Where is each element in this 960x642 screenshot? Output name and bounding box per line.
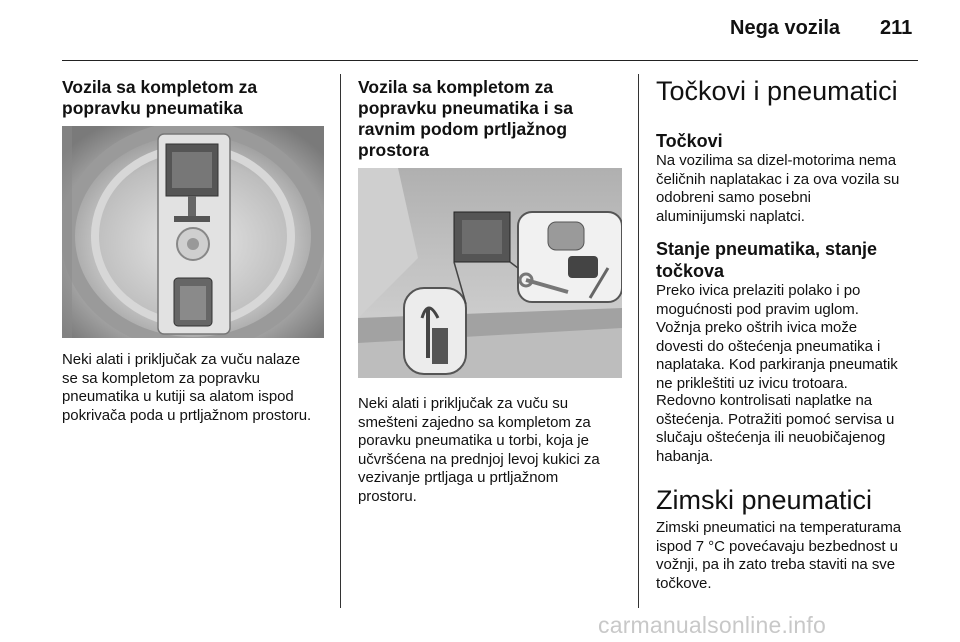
luggage-compartment-photo bbox=[358, 168, 622, 378]
chapter-title-winter-tyres: Zimski pneumatici bbox=[656, 485, 873, 515]
heading-line: točkova bbox=[656, 261, 725, 281]
text-line: habanja. bbox=[656, 447, 714, 465]
caption-line: smešteni zajedno sa kompletom za bbox=[358, 413, 591, 431]
heading-line: prostora bbox=[358, 140, 429, 160]
watermark: carmanualsonline.info bbox=[598, 612, 826, 638]
caption-line: pneumatika u kutiji sa alatom ispod bbox=[62, 388, 294, 405]
caption-line: poravku pneumatika u torbi, koja je bbox=[358, 432, 589, 449]
caption-line: učvršćena na prednjoj levoj kukici za bbox=[358, 450, 600, 468]
column-2-caption bbox=[358, 395, 630, 506]
caption-line: pokrivača poda u prtljažnom prostoru. bbox=[62, 406, 312, 424]
heading-line: ravnim podom prtljažnog bbox=[358, 119, 568, 139]
heading-line: popravku pneumatika i sa bbox=[358, 98, 573, 118]
text-line: čeličnih naplatakac i za ova vozila su bbox=[656, 170, 900, 188]
text-line: slučaju oštećenja ili neuobičajenog bbox=[656, 429, 886, 446]
text-line: vožnji, pa ih zato treba staviti na sve bbox=[656, 556, 896, 573]
column-1-caption bbox=[62, 351, 334, 425]
caption-line: Neki alati i priključak za vuču su bbox=[358, 395, 569, 412]
text-line: odobreni samo posebni bbox=[656, 189, 811, 206]
page-number: 211 bbox=[880, 17, 913, 39]
text-line: Preko ivica prelaziti polako i po bbox=[656, 282, 861, 299]
column-1 bbox=[62, 77, 334, 119]
running-header-title: Nega vozila bbox=[730, 17, 841, 39]
section-wheels bbox=[656, 130, 926, 226]
heading-line: Vozila sa kompletom za bbox=[358, 77, 554, 97]
text-line: točkove. bbox=[656, 574, 712, 592]
spare-wheel-well-illustration bbox=[62, 126, 324, 338]
chapter-title-wheels-tyres: Točkovi i pneumatici bbox=[656, 76, 898, 106]
heading-wheels: Točkovi bbox=[656, 131, 723, 151]
luggage-compartment-illustration bbox=[358, 168, 622, 378]
text-line: mogućnosti pod pravim uglom. bbox=[656, 300, 859, 318]
section-heading-repair-kit bbox=[62, 77, 334, 119]
text-line: naplataka. Kod parkiranja pneumatik bbox=[656, 356, 898, 373]
text-line: ispod 7 °C povećavaju bezbednost u bbox=[656, 537, 898, 555]
text-rim-check bbox=[656, 392, 926, 466]
heading-tyre-condition bbox=[656, 238, 926, 282]
caption-line: Neki alati i priključak za vuču nalaze bbox=[62, 351, 301, 368]
text-line: Vožnja preko oštrih ivica može bbox=[656, 319, 858, 336]
header-rule bbox=[62, 60, 918, 61]
heading-line: Vozila sa kompletom za bbox=[62, 77, 258, 97]
section-heading-flat-floor bbox=[358, 77, 630, 161]
section-rim-check bbox=[656, 392, 926, 466]
caption-repair-kit bbox=[62, 351, 334, 425]
column-divider-2 bbox=[638, 74, 639, 608]
text-line: Zimski pneumatici na temperaturama bbox=[656, 519, 902, 536]
text-line: Redovno kontrolisati naplatke na bbox=[656, 392, 873, 409]
heading-line: Stanje pneumatika, stanje bbox=[656, 239, 878, 259]
caption-flat-floor bbox=[358, 395, 630, 506]
caption-line: vezivanje prtljaga u prtljažnom bbox=[358, 469, 559, 486]
spare-wheel-well-photo bbox=[62, 126, 324, 338]
text-line: oštećenja. Potražiti pomoć servisa u bbox=[656, 410, 895, 428]
text-tyre-condition bbox=[656, 282, 926, 393]
column-divider-1 bbox=[340, 74, 341, 608]
text-line: Na vozilima sa dizel-motorima nema bbox=[656, 152, 897, 169]
section-winter-tyres bbox=[656, 484, 926, 593]
text-line: aluminijumski naplatci. bbox=[656, 207, 805, 225]
text-winter-tyres bbox=[656, 519, 926, 593]
text-wheels bbox=[656, 152, 926, 226]
column-3 bbox=[656, 75, 926, 107]
text-line: ne prikleštiti uz ivicu trotoara. bbox=[656, 374, 848, 392]
section-tyre-condition bbox=[656, 238, 926, 393]
caption-line: se sa kompletom za popravku bbox=[62, 369, 260, 387]
heading-line: popravku pneumatika bbox=[62, 98, 243, 118]
caption-line: prostoru. bbox=[358, 487, 417, 505]
text-line: dovesti do oštećenja pneumatika i bbox=[656, 337, 881, 355]
column-2 bbox=[358, 77, 630, 161]
